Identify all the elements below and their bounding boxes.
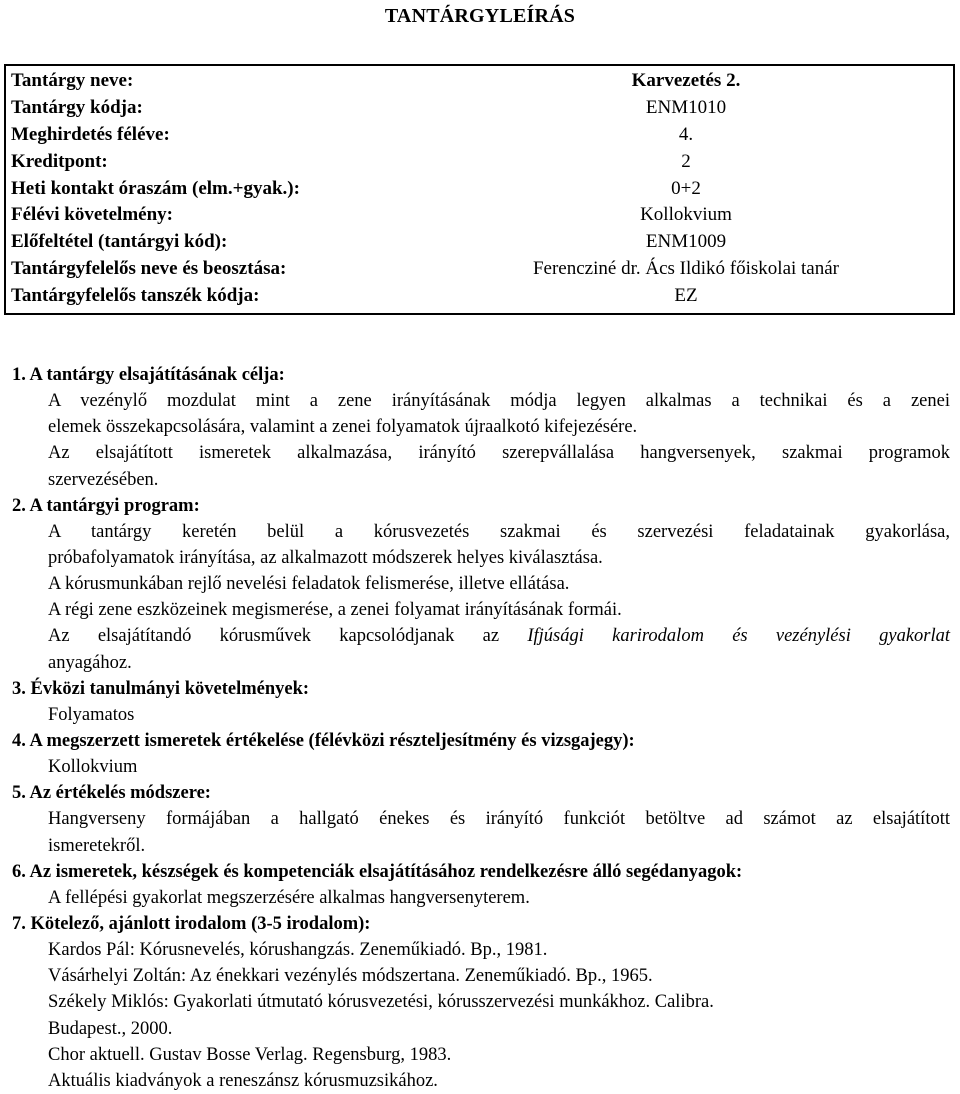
info-label: Tantárgyfelelős neve és beosztása:: [11, 258, 287, 280]
info-row: [6, 283, 953, 310]
info-value: Ferencziné dr. Ács Ildikó főiskolai tanár: [532, 258, 839, 280]
paragraph-line: Folyamatos: [48, 704, 135, 725]
info-value: 4.: [678, 123, 694, 145]
section-heading: 4. A megszerzett ismeretek értékelése (félévközi részteljesítmény és vizsgajegy):: [12, 730, 635, 751]
paragraph-line: A régi zene eszközeinek megismerése, a zenei folyamat irányításának formái.: [48, 600, 622, 621]
info-label: Tantárgy kódja:: [11, 96, 143, 118]
reference-item: Chor aktuell. Gustav Bosse Verlag. Regensburg, 1983.: [48, 1044, 452, 1065]
section-heading: 7. Kötelező, ajánlott irodalom (3-5 irodalom):: [12, 913, 371, 934]
info-row: [6, 229, 953, 256]
info-value: Kollokvium: [640, 204, 732, 226]
info-value: EZ: [674, 285, 698, 307]
section-heading: 1. A tantárgy elsajátításának célja:: [12, 365, 285, 385]
info-label: Tantárgy neve:: [11, 70, 134, 91]
paragraph-line: anyagához.: [48, 652, 132, 673]
info-row: [6, 95, 953, 122]
course-info-table: [4, 64, 955, 315]
paragraph-line: Kollokvium: [48, 757, 138, 778]
info-value: ENM1009: [645, 231, 727, 253]
section-heading: 2. A tantárgyi program:: [12, 495, 200, 516]
paragraph-line: [0, 623, 960, 649]
reference-item: Kardos Pál: Kórusnevelés, kórushangzás. Zeneműkiadó. Bp., 1981.: [48, 940, 548, 961]
paragraph-line: szervezésében.: [48, 469, 159, 490]
info-label: Tantárgyfelelős tanszék kódja:: [11, 285, 260, 307]
paragraph-line: elemek összekapcsolására, valamint a zenei folyamatok újraalkotó kifejezésére.: [48, 417, 638, 438]
section-heading: 3. Évközi tanulmányi követelmények:: [12, 678, 310, 699]
paragraph-line: A vezénylő mozdulat mint a zene irányításának módja legyen alkalmas a technikai és a zenei: [48, 391, 950, 412]
info-value: 2: [681, 150, 691, 172]
info-label: Heti kontakt óraszám (elm.+gyak.):: [11, 177, 300, 199]
info-row: [6, 68, 953, 95]
reference-item: Székely Miklós: Gyakorlati útmutató kórusvezetési, kórusszervezési munkákhoz. Calibra.: [48, 992, 714, 1013]
info-row: [6, 256, 953, 283]
info-row: [6, 202, 953, 229]
info-label: Félévi követelmény:: [11, 204, 173, 226]
text-run: Az elsajátítandó kórusművek kapcsolódjanak az: [48, 626, 528, 647]
paragraph-line: A fellépési gyakorlat megszerzésére alkalmas hangversenyterem.: [48, 887, 530, 908]
paragraph-line: Az elsajátított ismeretek alkalmazása, irányító szerepvállalása hangversenyek, szakmai programok: [48, 443, 950, 464]
info-row: [6, 176, 953, 203]
info-label: Kreditpont:: [11, 150, 108, 172]
info-label: Meghirdetés féléve:: [11, 123, 170, 145]
italic-text-run: Ifjúsági karirodalom és vezénylési gyakorlat: [527, 626, 951, 647]
page-title: TANTÁRGYLEÍRÁS: [384, 5, 576, 27]
paragraph-line: ismeretekről.: [48, 835, 146, 856]
info-row: [6, 149, 953, 176]
info-row: [6, 122, 953, 149]
paragraph-line: próbafolyamatok irányítása, az alkalmazott módszerek helyes kiválasztása.: [48, 547, 603, 568]
reference-item: Budapest., 2000.: [48, 1018, 173, 1039]
info-value: ENM1010: [645, 96, 727, 118]
reference-item: Aktuális kiadványok a reneszánsz kórusmuzsikához.: [48, 1070, 438, 1091]
document-body: [0, 362, 960, 1094]
info-label: Előfeltétel (tantárgyi kód):: [11, 231, 228, 253]
reference-item: Vásárhelyi Zoltán: Az énekkari vezénylés módszertana. Zeneműkiadó. Bp., 1965.: [48, 966, 653, 987]
info-value: 0+2: [671, 177, 701, 199]
paragraph-line: A tantárgy keretén belül a kórusvezetés szakmai és szervezési feladatainak gyakorlása,: [48, 521, 950, 542]
section-heading: 6. Az ismeretek, készségek és kompetenciák elsajátításához rendelkezésre álló segédanyagok:: [12, 861, 743, 882]
paragraph-line: A kórusmunkában rejlő nevelési feladatok felismerése, illetve ellátása.: [48, 574, 570, 595]
paragraph-line: Hangverseny formájában a hallgató énekes és irányító funkciót betöltve ad számot az elsajátított: [48, 809, 950, 830]
info-value: Karvezetés 2.: [631, 70, 741, 91]
section-heading: 5. Az értékelés módszere:: [12, 783, 211, 804]
